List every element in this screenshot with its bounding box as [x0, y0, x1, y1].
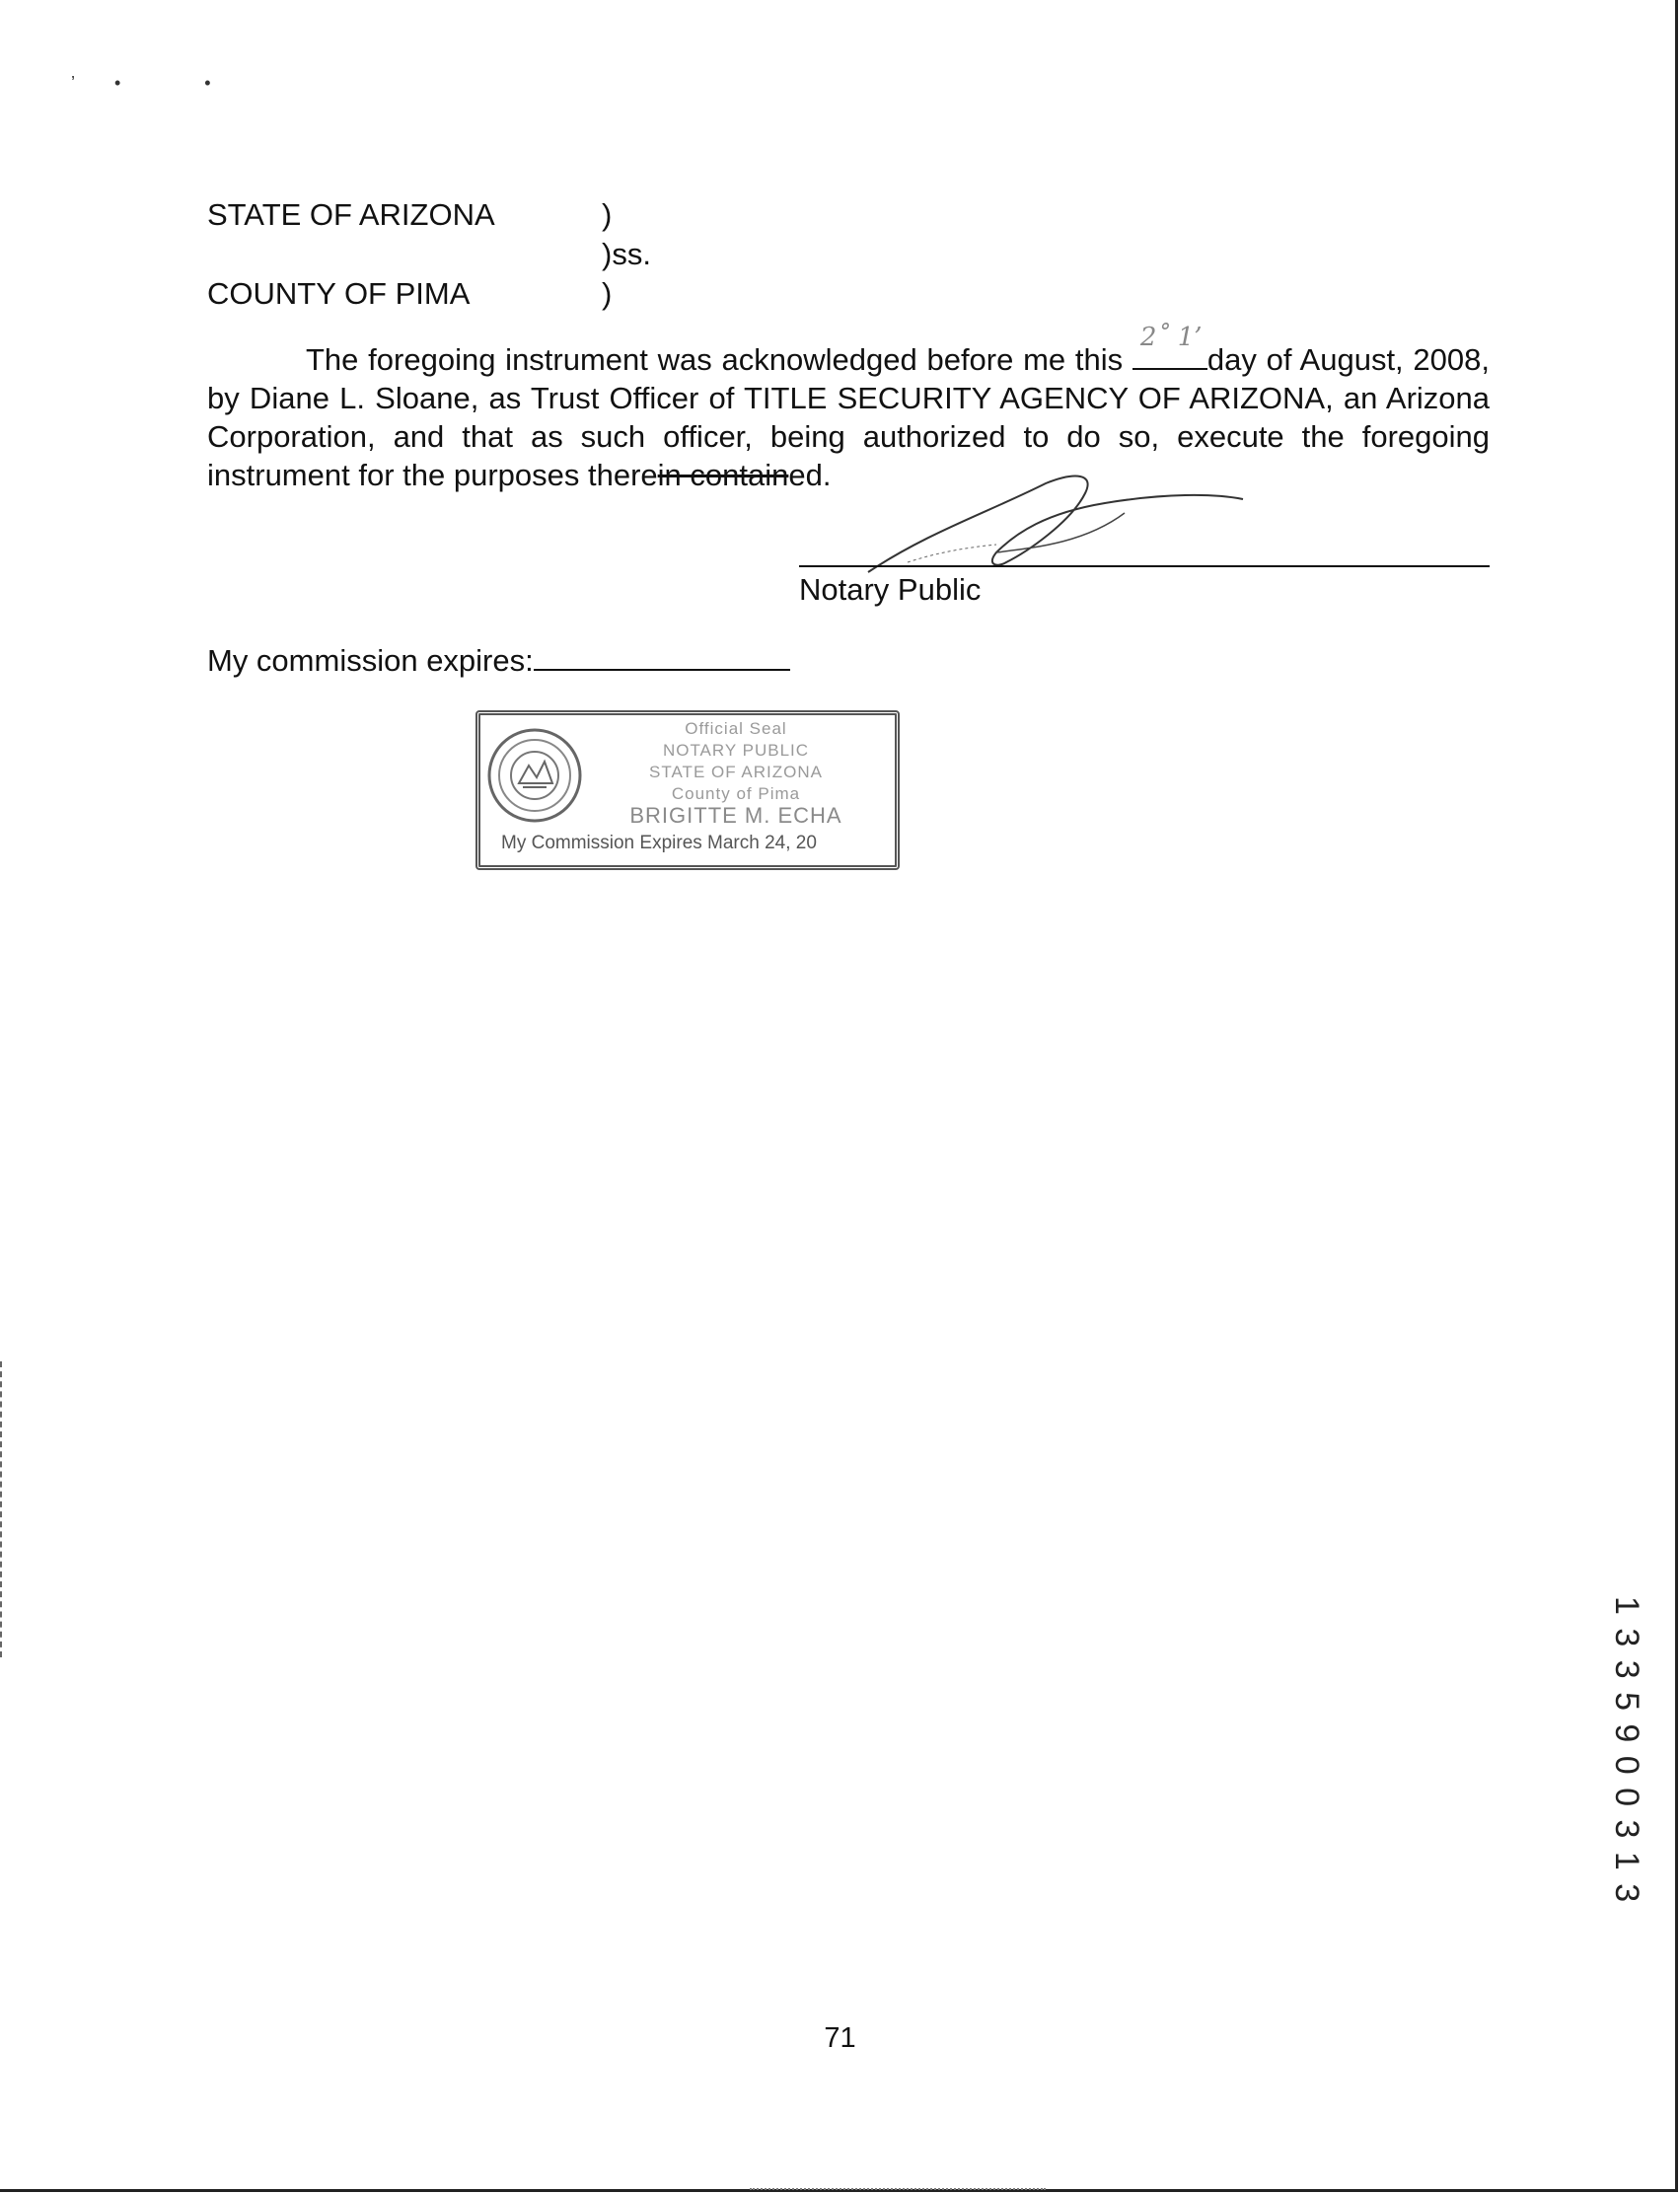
venue-block	[207, 195, 651, 314]
scan-bottom-marks	[750, 2185, 1046, 2190]
seal-line-5: BRIGITTE M. ECHA	[629, 803, 842, 828]
scan-specks: ’• •	[71, 73, 251, 93]
state-label: STATE OF ARIZONA	[207, 197, 495, 232]
notary-public-label: Notary Public	[799, 572, 982, 607]
arizona-state-seal-icon	[485, 726, 584, 825]
signature-line	[799, 565, 1490, 567]
ss-mark: )ss.	[602, 237, 651, 271]
seal-footer: My Commission Expires March 24, 20	[501, 833, 817, 853]
notary-seal-stamp	[472, 706, 898, 870]
struck-text: in contain	[657, 458, 789, 492]
seal-line-1: Official Seal	[685, 719, 787, 738]
notary-signature	[848, 454, 1263, 592]
county-label: COUNTY OF PIMA	[207, 276, 471, 311]
acknowledgment-text-1: The foregoing instrument was acknowledged before me this	[306, 342, 1124, 377]
county-paren: )	[602, 276, 613, 311]
seal-line-4: County of Pima	[671, 784, 801, 803]
seal-text-block	[588, 718, 884, 827]
seal-line-2: NOTARY PUBLIC	[662, 741, 810, 760]
day-handwritten: 2˚ 1’	[1139, 323, 1203, 352]
day-blank	[1132, 323, 1207, 370]
acknowledgment-text-3: ed.	[788, 458, 832, 492]
commission-date-blank	[534, 641, 790, 671]
seal-line-3: STATE OF ARIZONA	[649, 763, 823, 781]
commission-label: My commission expires:	[207, 643, 534, 678]
page-number: 71	[824, 2022, 856, 2054]
document-id-code: 1 3 3 5 9 0 0 3 1 3	[1608, 1596, 1645, 1905]
scan-edge-marks	[0, 1361, 6, 1657]
acknowledgment-text-2: day of August, 2008, by Diane L. Sloane, as Trust Officer of TITLE SECURITY AGENCY OF ARIZONA, an Arizona Corporation, and that as such officer, being authorized to do so, execute the foregoing instrument for the purposes there	[207, 342, 1490, 492]
state-paren: )	[602, 197, 613, 232]
commission-expires	[207, 641, 790, 679]
